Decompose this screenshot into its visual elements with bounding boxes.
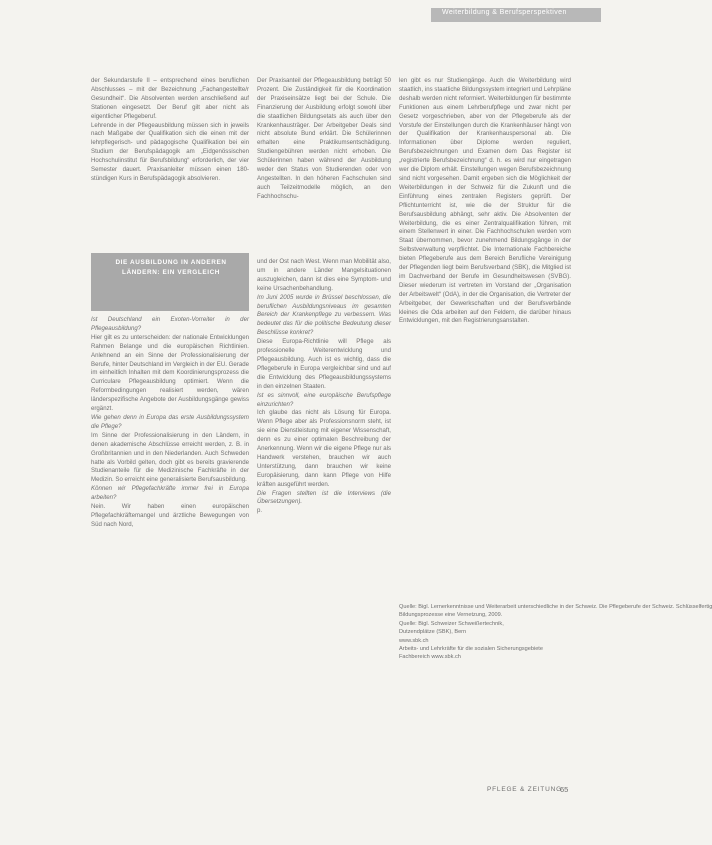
paragraph: Lehrende in der Pflegeausbildung müssen sich in jeweils nach Maßgabe der Qualifikation sich die einen mit der lehrpflegerisch- und pädagogische Qualifikation bei ein Studium der Berufspädagogik am „Eidgenössischen Hochschulinstitut für Berufsbildung“ erforderlich, der vier Semester dauert. Praxisanleiter müssen einen 180-stündigen Kurs in Berufspädagogik absolvieren. <box>91 121 249 182</box>
page-number: 65 <box>560 785 569 794</box>
interview-question: Ist es sinnvoll, eine europäische Berufspflege einzurichten? <box>257 391 391 408</box>
magazine-footer: PFLEGE & ZEITUNG <box>487 786 562 793</box>
interview-answer: Diese Europa-Richtlinie will Pflege als professionelle Weiterentwicklung und Pflegeausbildung. Auch ist es wichtig, dass die Pflegeberufe in Europa vergleichbar sind und auf die Entwicklung des Pflegeausbildungssystems in den einzelnen Staaten. <box>257 338 391 390</box>
paragraph: Der Praxisanteil der Pflegeausbildung beträgt 50 Prozent. Die Zuständigkeit für die Koordination der Praxiseinsätze liegt bei der Schule. Die Finanzierung der Ausbildung erfolgt sowohl über die staatlichen Bildungsetats als auch über den Krankenhausträger. Der Arbeitgeber Deals sind nicht absolute Bund erklärt. Die Schülerinnen erhalten eine Praktikumsentschädigung. Studiengebühren werden nicht erhoben. Die Schülerinnen haben während der Ausbildung weder den Status von Studierenden oder von Angestellten. In den höheren Fachschulen sind auch Teilzeitmodelle möglich, an den Fachhochschu- <box>257 77 391 200</box>
source-line: Quelle: Bigl. Lernerkenntnisse und Weiterarbeit unterschiedliche in der Schweiz. Die Pflegeberufe der Schweiz. Schlüsselfertig <box>399 604 712 610</box>
column-1-interview <box>91 316 249 530</box>
interview-answer: Nein. Wir haben einen europäischen Pflegefachkräftemangel und ärztliche Bewegungen von Süd nach Nord, <box>91 503 249 528</box>
source-line: Dutzendplätze (SBK), Bern <box>399 629 467 636</box>
paragraph: len gibt es nur Studiengänge. Auch die Weiterbildung wird staatlich, ins staatliche Bildungssystem integriert und Lehrpläne deshalb werden nicht reformiert. Weiterbildungen für bestimmte Funktionen aus einem Lehrberufpflege und zwar nicht per Gesetz vorgeschrieben, aber von der Pflegeberufe als der Vorstufe der Einstellungen durch die Krankenhäuser hängt von der Qualifikation der Krankenhauspersonal ab. Die Informationen über Diplome werden reguliert, Berufsbezeichnungen und Examen dem Das Register ist „registrierte Berufsbezeichnung“ d. h. es wird nur eingetragen wer die Diplom erhält. Einstellungen wegen Berufsbezeichnung sind nicht vorgesehen. Damit ergeben sich die Möglichkeit der Weiterbildungen in der Schweiz für die Zukunft und die Einführung eines zentralen Registers geprüft. Der Pflichtunterricht ist, wie die der Struktur für die Berufsausbildung abhängt, sehr aktiv. Die Absolventen der Weiterbildung, die es einer Zentralqualifikation führen, mit einem Stellenwert in einer. Die Fachhochschulen werden vom Staat übernommen, bevor zunehmend Bildungsgänge in der Selbstverwaltung verpflichtet. Die Internationale Fachbereiche bieten Pflegeberufe aus dem Bereich Berufliche Vereinigung der Pflegenden liegt beim Berufsverband (SBK), die Mitglied ist im Dachverband der Berufe im Gesundheitswesen (SVBG). Dieser wiederum ist vertreten im Vorstand der „Organisation der Arbeitswelt“ (OdA), in der die Organisation, die Vertreter der Arbeitgeber, der Gewerkschaften und der Berufsverbände kleines die Oda arbeiten auf den Feldern, die darüber hinaus Entwicklungen, mit den Registrierungsanstalten. <box>399 77 571 325</box>
interview-credit: Die Fragen stellten ist die Interviews (die Übersetzungen). <box>257 489 391 506</box>
column-2-top <box>257 77 391 202</box>
paragraph: der Sekundarstufe II – entsprechend eines beruflichen Abschlusses – mit der Bezeichnung „Fachangestellte/r Gesundheit“. Die Absolventen werden anschließend auf Stationen eingesetzt. Der Beruf gilt aber nicht als eigentlicher Pflegeberuf. <box>91 77 249 120</box>
interview-question: Wie gehen denn in Europa das erste Ausbildungssystem die Pflege? <box>91 413 249 430</box>
interview-answer: Hier gilt es zu unterscheiden: der nationale Entwicklungen Rahmen Belange und die europäischen Richtlinien. Anlehnend an ein Sinne der Professionalisierung der Berufe, hinter Deutschland im Vergleich in der EU. Gerade im einheitlich Inhalten mit dem Koordinierungsprozess die Curriculare Pflegeausbildung optimiert. Wenn die Reformbedingungen realisiert werden, wären länderspezifische Angebote der Ausbildungsgänge gewiss ergänzt. <box>91 333 249 413</box>
interview-answer: Im Sinne der Professionalisierung in den Ländern, in denen akademische Abschlüsse erreicht werden, z. B. in Großbritannien und in den Niederlanden. Auch Schweden hatte als Vorbild gelten, doch gibt es bereits gravierende Studienanteile für die Medizinische Fachkräfte in der Medizin. So erreicht eine generalisierte Berufsausbildung. <box>91 431 249 484</box>
column-3 <box>399 77 571 326</box>
section-header-title: Weiterbildung & Berufsperspektiven <box>442 9 567 16</box>
source-link[interactable]: www.sbk.ch <box>399 637 429 644</box>
interview-answer: und der Ost nach West. Wenn man Mobilität also, um in andere Länder Mangelsituationen auszugleichen, dann ist dies eine Symptom- und keine Ursachenbehandlung. <box>257 258 391 292</box>
interview-question: Ist Deutschland ein Exoten-Vorreiter in der Pflegeausbildung? <box>91 316 249 332</box>
source-link[interactable]: Fachbereich www.sbk.ch <box>399 654 461 661</box>
source-line: Arbeits- und Lehrkräfte für die sozialen Sicherungsgebiete <box>399 646 543 653</box>
interview-answer: Ich glaube das nicht als Lösung für Europa. Wenn Pflege aber als Professionsnorm steht, ist sie eine Dienstleistung mit eigener Wissenschaft, denn es zu einer optimalen Beschreibung der Anerkennung. Wenn wir die eigene Pflege nur als Handwerk verstehen, brauchen wir auch Unterstützung, dann brauchen wir keine Europäisierung, dann kann Pflege von Hilfe kräften ausgeführt werden. <box>257 409 391 488</box>
sources-list <box>399 603 712 662</box>
interview-heading-title: DIE AUSBILDUNG IN ANDEREN LÄNDERN: EIN VERGLEICH <box>115 259 227 276</box>
column-2-interview <box>257 258 391 516</box>
source-line: Quelle: Bigl. Schweizer Schweißertechnik, <box>399 620 504 627</box>
column-1-top <box>91 77 249 184</box>
closing-mark: p. <box>257 507 263 515</box>
interview-question: Im Juni 2005 wurde in Brüssel beschlossen, die beruflichen Ausbildungsniveaus im gesamten Bereich der Krankenpflege zu verbessern. Was bedeutet das für die politische Bedeutung dieser Beschlüsse konkret? <box>257 293 391 337</box>
source-line: Bildungsprozesse eine Vernetzung, 2009. <box>399 612 503 619</box>
interview-question: Können wir Pflegefachkräfte immer frei in Europa arbeiten? <box>91 485 249 502</box>
